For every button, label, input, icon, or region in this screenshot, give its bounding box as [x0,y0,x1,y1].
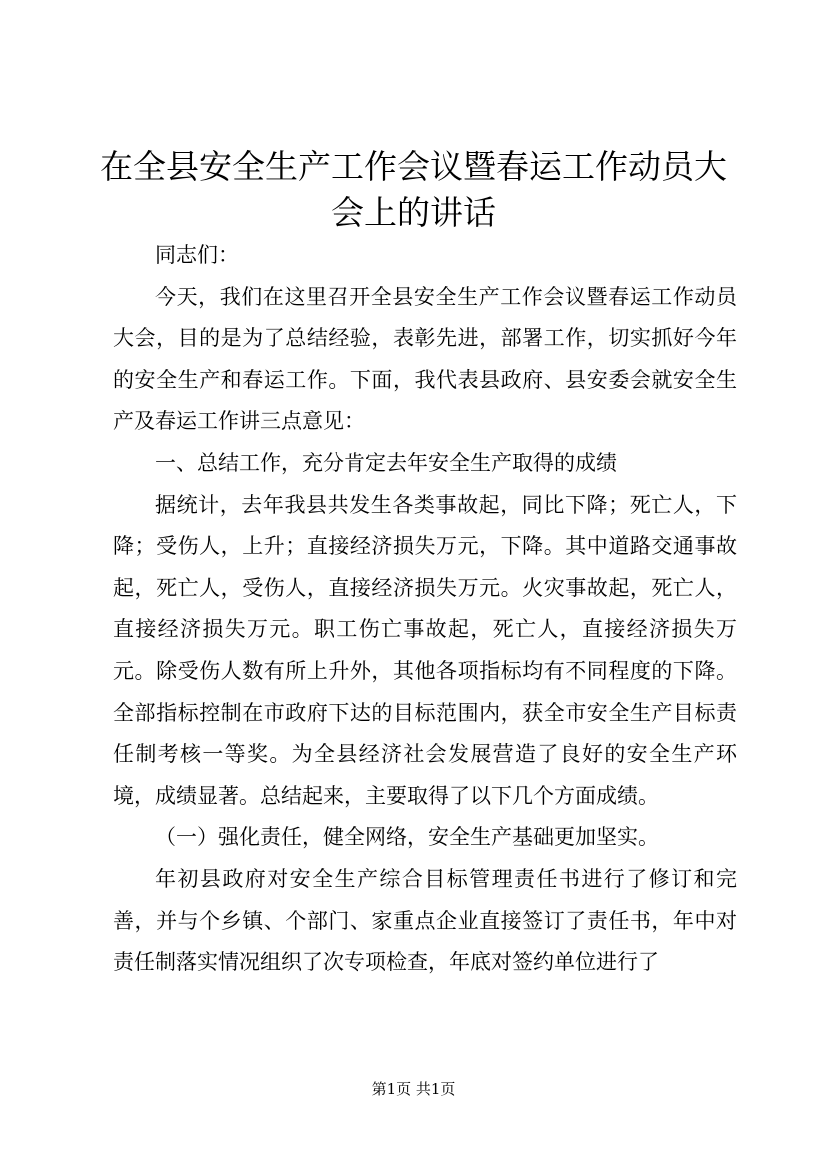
responsibility-paragraph: 年初县政府对安全生产综合目标管理责任书进行了修订和完善，并与个乡镇、个部门、家重点企业直接签订了责任书，年中对责任制落实情况组织了次专项检查，年底对签约单位进行了 [113,866,737,975]
salutation-paragraph: 同志们： [155,243,239,267]
intro-paragraph: 今天，我们在这里召开全县安全生产工作会议暨春运工作动员大会，目的是为了总结经验，表彰先进，部署工作，切实抓好今年的安全生产和春运工作。下面，我代表县政府、县安委会就安全生产及春运工作讲三点意见： [113,284,737,434]
page-footer: 第1页 共1页 [371,1080,456,1098]
statistics-paragraph: 据统计，去年我县共发生各类事故起，同比下降；死亡人，下降；受伤人，上升；直接经济损失万元，下降。其中道路交通事故起，死亡人，受伤人，直接经济损失万元。火灾事故起，死亡人，直接经济损失万元。职工伤亡事故起，死亡人，直接经济损失万元。除受伤人数有所上升外，其他各项指标均有不同程度的下降。全部指标控制在市政府下达的目标范围内，获全市安全生产目标责任制考核一等奖。为全县经济社会发展营造了良好的安全生产环境，成绩显著。总结起来，主要取得了以下几个方面成绩。 [113,492,737,808]
section-heading-1: 一、总结工作，充分肯定去年安全生产取得的成绩 [155,450,617,475]
subsection-heading-1: （一）强化责任，健全网络，安全生产基础更加坚实。 [155,825,659,850]
document-body [113,235,737,984]
document-title: 在全县安全生产工作会议暨春运工作动员大会上的讲话 [100,147,727,232]
